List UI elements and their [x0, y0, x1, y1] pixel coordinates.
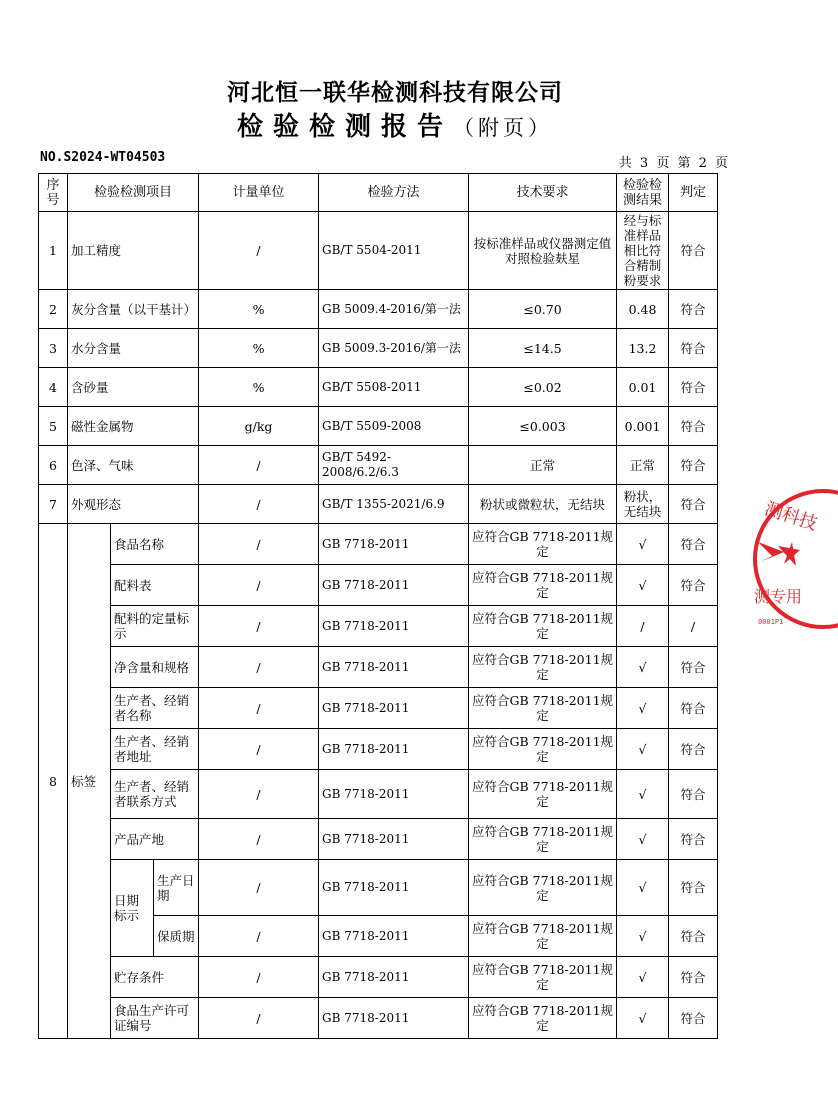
table-row — [39, 407, 718, 446]
row-number: 6 — [39, 446, 68, 485]
col-header-result: 检验检测结果 — [617, 174, 669, 212]
requirement: 应符合GB 7718-2011规定 — [469, 998, 617, 1039]
verdict: 符合 — [669, 329, 718, 368]
col-header-no: 序号 — [39, 174, 68, 212]
unit: / — [199, 729, 319, 770]
row-number: 5 — [39, 407, 68, 446]
test-method: GB 7718-2011 — [319, 565, 469, 606]
test-item: 外观形态 — [68, 485, 199, 524]
unit: / — [199, 998, 319, 1039]
test-item: 磁性金属物 — [68, 407, 199, 446]
test-method: GB/T 5508-2011 — [319, 368, 469, 407]
requirement: 正常 — [469, 446, 617, 485]
unit: / — [199, 957, 319, 998]
requirement: 应符合GB 7718-2011规定 — [469, 729, 617, 770]
verdict: 符合 — [669, 770, 718, 819]
table-row — [39, 485, 718, 524]
col-header-requirement: 技术要求 — [469, 174, 617, 212]
report-number: NO.S2024-WT04503 — [40, 150, 166, 165]
result: 经与标准样品相比符合精制粉要求 — [617, 212, 669, 290]
requirement: 应符合GB 7718-2011规定 — [469, 565, 617, 606]
test-method: GB 7718-2011 — [319, 729, 469, 770]
sub-item: 食品生产许可证编号 — [111, 998, 199, 1039]
test-method: GB 7718-2011 — [319, 647, 469, 688]
report-title-suffix: （附页） — [453, 116, 553, 140]
col-header-unit: 计量单位 — [199, 174, 319, 212]
requirement: 应符合GB 7718-2011规定 — [469, 524, 617, 565]
result: √ — [617, 819, 669, 860]
unit: / — [199, 819, 319, 860]
table-row — [39, 329, 718, 368]
report-title-main: 检验检测报告 — [236, 112, 453, 142]
sub-item: 保质期 — [154, 916, 199, 957]
unit: / — [199, 647, 319, 688]
test-item: 含砂量 — [68, 368, 199, 407]
result: √ — [617, 565, 669, 606]
verdict: / — [669, 606, 718, 647]
result: √ — [617, 916, 669, 957]
verdict: 符合 — [669, 407, 718, 446]
verdict: 符合 — [669, 860, 718, 916]
test-item: 色泽、气味 — [68, 446, 199, 485]
result: 0.48 — [617, 290, 669, 329]
requirement: 应符合GB 7718-2011规定 — [469, 957, 617, 998]
result: 13.2 — [617, 329, 669, 368]
result: / — [617, 606, 669, 647]
result: 0.001 — [617, 407, 669, 446]
sub-item: 生产者、经销者地址 — [111, 729, 199, 770]
table-row — [39, 770, 718, 819]
result: 0.01 — [617, 368, 669, 407]
page-info: 共 3 页 第 2 页 — [618, 156, 730, 171]
verdict: 符合 — [669, 290, 718, 329]
unit: / — [199, 485, 319, 524]
result: √ — [617, 770, 669, 819]
requirement: 应符合GB 7718-2011规定 — [469, 819, 617, 860]
result: 正常 — [617, 446, 669, 485]
result: 粉状，无结块 — [617, 485, 669, 524]
sub-item: 净含量和规格 — [111, 647, 199, 688]
requirement: ≤0.70 — [469, 290, 617, 329]
table-header-row — [39, 174, 718, 212]
table-row — [39, 860, 718, 916]
test-method: GB 7718-2011 — [319, 860, 469, 916]
date-group-label: 日期标示 — [111, 860, 154, 957]
test-method: GB 7718-2011 — [319, 957, 469, 998]
test-method: GB 7718-2011 — [319, 524, 469, 565]
test-method: GB/T 5492-2008/6.2/6.3 — [319, 446, 469, 485]
col-header-method: 检验方法 — [319, 174, 469, 212]
test-method: GB/T 5504-2011 — [319, 212, 469, 290]
table-row — [39, 524, 718, 565]
label-rows — [39, 524, 718, 1039]
verdict: 符合 — [669, 916, 718, 957]
unit: / — [199, 860, 319, 916]
sub-item: 食品名称 — [111, 524, 199, 565]
row-number: 4 — [39, 368, 68, 407]
sub-item: 产品产地 — [111, 819, 199, 860]
row-number: 2 — [39, 290, 68, 329]
verdict: 符合 — [669, 446, 718, 485]
test-item: 灰分含量（以干基计） — [68, 290, 199, 329]
table-row — [39, 290, 718, 329]
verdict: 符合 — [669, 998, 718, 1039]
unit: % — [199, 368, 319, 407]
test-item: 加工精度 — [68, 212, 199, 290]
result: √ — [617, 647, 669, 688]
official-seal-stamp — [748, 484, 838, 634]
report-title — [0, 106, 790, 143]
test-method: GB 7718-2011 — [319, 606, 469, 647]
test-item-group: 标签 — [68, 524, 111, 1039]
verdict: 符合 — [669, 729, 718, 770]
requirement: 应符合GB 7718-2011规定 — [469, 688, 617, 729]
unit: / — [199, 916, 319, 957]
row-number: 8 — [39, 524, 68, 1039]
unit: / — [199, 688, 319, 729]
row-number: 1 — [39, 212, 68, 290]
requirement: ≤14.5 — [469, 329, 617, 368]
table-row — [39, 688, 718, 729]
row-number: 3 — [39, 329, 68, 368]
unit: / — [199, 770, 319, 819]
requirement: 应符合GB 7718-2011规定 — [469, 860, 617, 916]
table-row — [39, 647, 718, 688]
verdict: 符合 — [669, 647, 718, 688]
sub-item: 生产者、经销者联系方式 — [111, 770, 199, 819]
result: √ — [617, 524, 669, 565]
table-row — [39, 819, 718, 860]
result: √ — [617, 729, 669, 770]
col-header-verdict: 判定 — [669, 174, 718, 212]
result: √ — [617, 860, 669, 916]
sub-item: 贮存条件 — [111, 957, 199, 998]
verdict: 符合 — [669, 565, 718, 606]
table-row — [39, 446, 718, 485]
test-method: GB 7718-2011 — [319, 688, 469, 729]
test-method: GB 5009.3-2016/第一法 — [319, 329, 469, 368]
result: √ — [617, 688, 669, 729]
sub-item: 生产日期 — [154, 860, 199, 916]
row-number: 7 — [39, 485, 68, 524]
table-row — [39, 998, 718, 1039]
verdict: 符合 — [669, 485, 718, 524]
requirement: 应符合GB 7718-2011规定 — [469, 606, 617, 647]
simple-rows — [39, 212, 718, 524]
verdict: 符合 — [669, 368, 718, 407]
company-name: 河北恒一联华检测科技有限公司 — [227, 80, 563, 106]
requirement: ≤0.02 — [469, 368, 617, 407]
unit: / — [199, 446, 319, 485]
sub-item: 配料表 — [111, 565, 199, 606]
table-row — [39, 729, 718, 770]
requirement: 应符合GB 7718-2011规定 — [469, 916, 617, 957]
requirement: ≤0.003 — [469, 407, 617, 446]
sub-item: 生产者、经销者名称 — [111, 688, 199, 729]
results-table — [38, 173, 718, 1039]
svg-text:0001P1: 0001P1 — [758, 618, 784, 626]
test-method: GB 7718-2011 — [319, 916, 469, 957]
requirement: 按标准样品或仪器测定值对照检验麸星 — [469, 212, 617, 290]
requirement: 粉状或微粒状，无结块 — [469, 485, 617, 524]
unit: % — [199, 329, 319, 368]
requirement: 应符合GB 7718-2011规定 — [469, 647, 617, 688]
unit: g/kg — [199, 407, 319, 446]
unit: / — [199, 565, 319, 606]
result: √ — [617, 957, 669, 998]
sub-item: 配料的定量标示 — [111, 606, 199, 647]
table-row — [39, 368, 718, 407]
col-header-item: 检验检测项目 — [68, 174, 199, 212]
unit: / — [199, 606, 319, 647]
unit: / — [199, 212, 319, 290]
verdict: 符合 — [669, 688, 718, 729]
table-row — [39, 957, 718, 998]
test-method: GB 7718-2011 — [319, 770, 469, 819]
table-row — [39, 212, 718, 290]
result: √ — [617, 998, 669, 1039]
requirement: 应符合GB 7718-2011规定 — [469, 770, 617, 819]
unit: % — [199, 290, 319, 329]
verdict: 符合 — [669, 524, 718, 565]
table-row — [39, 565, 718, 606]
test-item: 水分含量 — [68, 329, 199, 368]
verdict: 符合 — [669, 819, 718, 860]
verdict: 符合 — [669, 212, 718, 290]
test-method: GB 5009.4-2016/第一法 — [319, 290, 469, 329]
svg-text:测专用: 测专用 — [754, 587, 803, 606]
test-method: GB 7718-2011 — [319, 819, 469, 860]
table-row — [39, 606, 718, 647]
test-method: GB 7718-2011 — [319, 998, 469, 1039]
test-method: GB/T 5509-2008 — [319, 407, 469, 446]
verdict: 符合 — [669, 957, 718, 998]
test-method: GB/T 1355-2021/6.9 — [319, 485, 469, 524]
unit: / — [199, 524, 319, 565]
svg-text:测科技: 测科技 — [761, 498, 820, 535]
